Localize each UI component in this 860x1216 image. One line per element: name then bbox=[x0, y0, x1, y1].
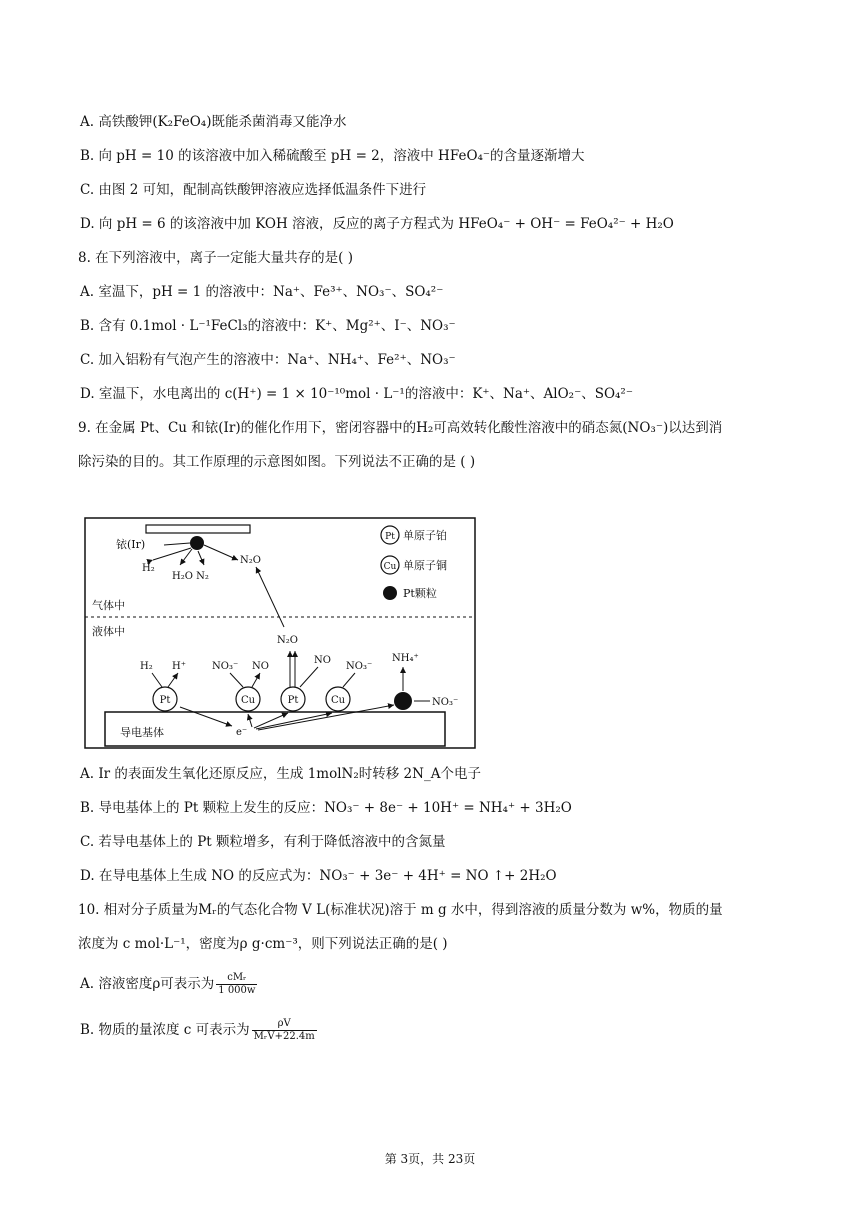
n2o-mid-label: N₂O bbox=[277, 635, 298, 646]
q9-stem-line1: 9. 在金属 Pt、Cu 和铱(Ir)的催化作用下，密闭容器中的H₂可高效转化酸性溶液中的硝态氮(NO₃⁻)以达到消 bbox=[78, 420, 723, 436]
fraction-denominator: 1 000w bbox=[218, 985, 256, 996]
legend-pt-particle-icon bbox=[383, 586, 397, 600]
cu-atom-1-label: Cu bbox=[240, 695, 256, 706]
h-plus-label: H⁺ bbox=[172, 661, 186, 672]
q8-option-a: A. 室温下，pH = 1 的溶液中：Na⁺、Fe³⁺、NO₃⁻、SO₄²⁻ bbox=[80, 284, 444, 300]
q10-option-a bbox=[80, 972, 257, 997]
pt-atom-2-label: Pt bbox=[287, 695, 299, 706]
liquid-phase-label: 液体中 bbox=[92, 625, 125, 638]
ir-particle bbox=[190, 536, 204, 550]
gas-phase-label: 气体中 bbox=[92, 599, 125, 612]
ir-surface-bar bbox=[146, 525, 250, 533]
pt-particle bbox=[394, 692, 412, 710]
q9-option-c: C. 若导电基体上的 Pt 颗粒增多，有利于降低溶液中的含氮量 bbox=[80, 834, 446, 850]
q10-option-b-text: B. 物质的量浓度 c 可表示为 bbox=[80, 1022, 250, 1038]
q9-option-d: D. 在导电基体上生成 NO 的反应式为：NO₃⁻ + 3e⁻ + 4H⁺ = NO ↑+ 2H₂O bbox=[80, 868, 557, 884]
pt-atom-1-label: Pt bbox=[159, 695, 171, 706]
diagram-frame bbox=[85, 518, 475, 748]
q7-option-b: B. 向 pH = 10 的该溶液中加入稀硫酸至 pH = 2，溶液中 HFeO₄⁻的含量逐渐增大 bbox=[80, 148, 585, 164]
q8-option-b: B. 含有 0.1mol · L⁻¹FeCl₃的溶液中：K⁺、Mg²⁺、I⁻、NO₃⁻ bbox=[80, 318, 456, 334]
fraction-denominator: MᵣV+22.4m bbox=[253, 1031, 315, 1042]
q7-option-a: A. 高铁酸钾(K₂FeO₄)既能杀菌消毒又能净水 bbox=[80, 114, 347, 130]
q10-option-a-text: A. 溶液密度ρ可表示为 bbox=[80, 976, 215, 992]
legend-cu-label: 单原子铜 bbox=[403, 559, 447, 572]
nh4-label: NH₄⁺ bbox=[392, 653, 419, 664]
no-label-1: NO bbox=[252, 661, 269, 672]
q10-option-b bbox=[80, 1018, 317, 1043]
fraction-numerator: cMᵣ bbox=[216, 972, 257, 985]
cu-atom-2-label: Cu bbox=[330, 695, 346, 706]
legend-pt-symbol: Pt bbox=[385, 532, 395, 542]
legend-cu-symbol: Cu bbox=[383, 562, 397, 572]
electron-label: e⁻ bbox=[236, 727, 248, 738]
no3-label-2: NO₃⁻ bbox=[346, 661, 373, 672]
legend-pt-particle-label: Pt颗粒 bbox=[403, 587, 437, 600]
q8-stem: 8. 在下列溶液中，离子一定能大量共存的是( ) bbox=[78, 250, 353, 266]
h2o-n2-label: H₂O N₂ bbox=[172, 571, 209, 582]
q9-option-b: B. 导电基体上的 Pt 颗粒上发生的反应：NO₃⁻ + 8e⁻ + 10H⁺ = NH₄⁺ + 3H₂O bbox=[80, 800, 572, 816]
no3-label-3: NO₃⁻ bbox=[432, 697, 459, 708]
q7-option-d: D. 向 pH = 6 的该溶液中加 KOH 溶液，反应的离子方程式为 HFeO₄⁻ + OH⁻ = FeO₄²⁻ + H₂O bbox=[80, 216, 674, 232]
q10-stem-line1: 10. 相对分子质量为Mᵣ的气态化合物 V L(标准状况)溶于 m g 水中，得到溶液的质量分数为 w%，物质的量 bbox=[78, 902, 723, 918]
no3-label-1: NO₃⁻ bbox=[212, 661, 239, 672]
n2o-top-label: N₂O bbox=[240, 555, 261, 566]
conductive-base-label: 导电基体 bbox=[120, 726, 164, 739]
q10-option-a-fraction bbox=[216, 972, 257, 997]
q8-option-c: C. 加入铝粉有气泡产生的溶液中：Na⁺、NH₄⁺、Fe²⁺、NO₃⁻ bbox=[80, 352, 456, 368]
no-label-2: NO bbox=[314, 655, 331, 666]
legend-pt-label: 单原子铂 bbox=[403, 529, 447, 542]
q10-stem-line2: 浓度为 c mol·L⁻¹，密度为ρ g·cm⁻³，则下列说法正确的是( ) bbox=[78, 936, 448, 952]
fraction-numerator: ρV bbox=[252, 1018, 317, 1031]
q7-option-c: C. 由图 2 可知，配制高铁酸钾溶液应选择低温条件下进行 bbox=[80, 182, 427, 198]
h2-liquid-label: H₂ bbox=[140, 661, 153, 672]
ir-label: 铱(Ir) bbox=[116, 538, 146, 551]
q9-stem-line2: 除污染的目的。其工作原理的示意图如图。下列说法不正确的是 ( ) bbox=[78, 454, 476, 470]
page-footer: 第 3页，共 23页 bbox=[384, 1152, 476, 1166]
q10-option-b-fraction bbox=[252, 1018, 317, 1043]
h2-label: H₂ bbox=[142, 563, 155, 574]
q9-option-a: A. Ir 的表面发生氧化还原反应，生成 1molN₂时转移 2N_A个电子 bbox=[80, 766, 481, 782]
q9-diagram bbox=[80, 515, 480, 751]
q8-option-d: D. 室温下，水电离出的 c(H⁺) = 1 × 10⁻¹⁰mol · L⁻¹的溶液中：K⁺、Na⁺、AlO₂⁻、SO₄²⁻ bbox=[80, 386, 633, 402]
